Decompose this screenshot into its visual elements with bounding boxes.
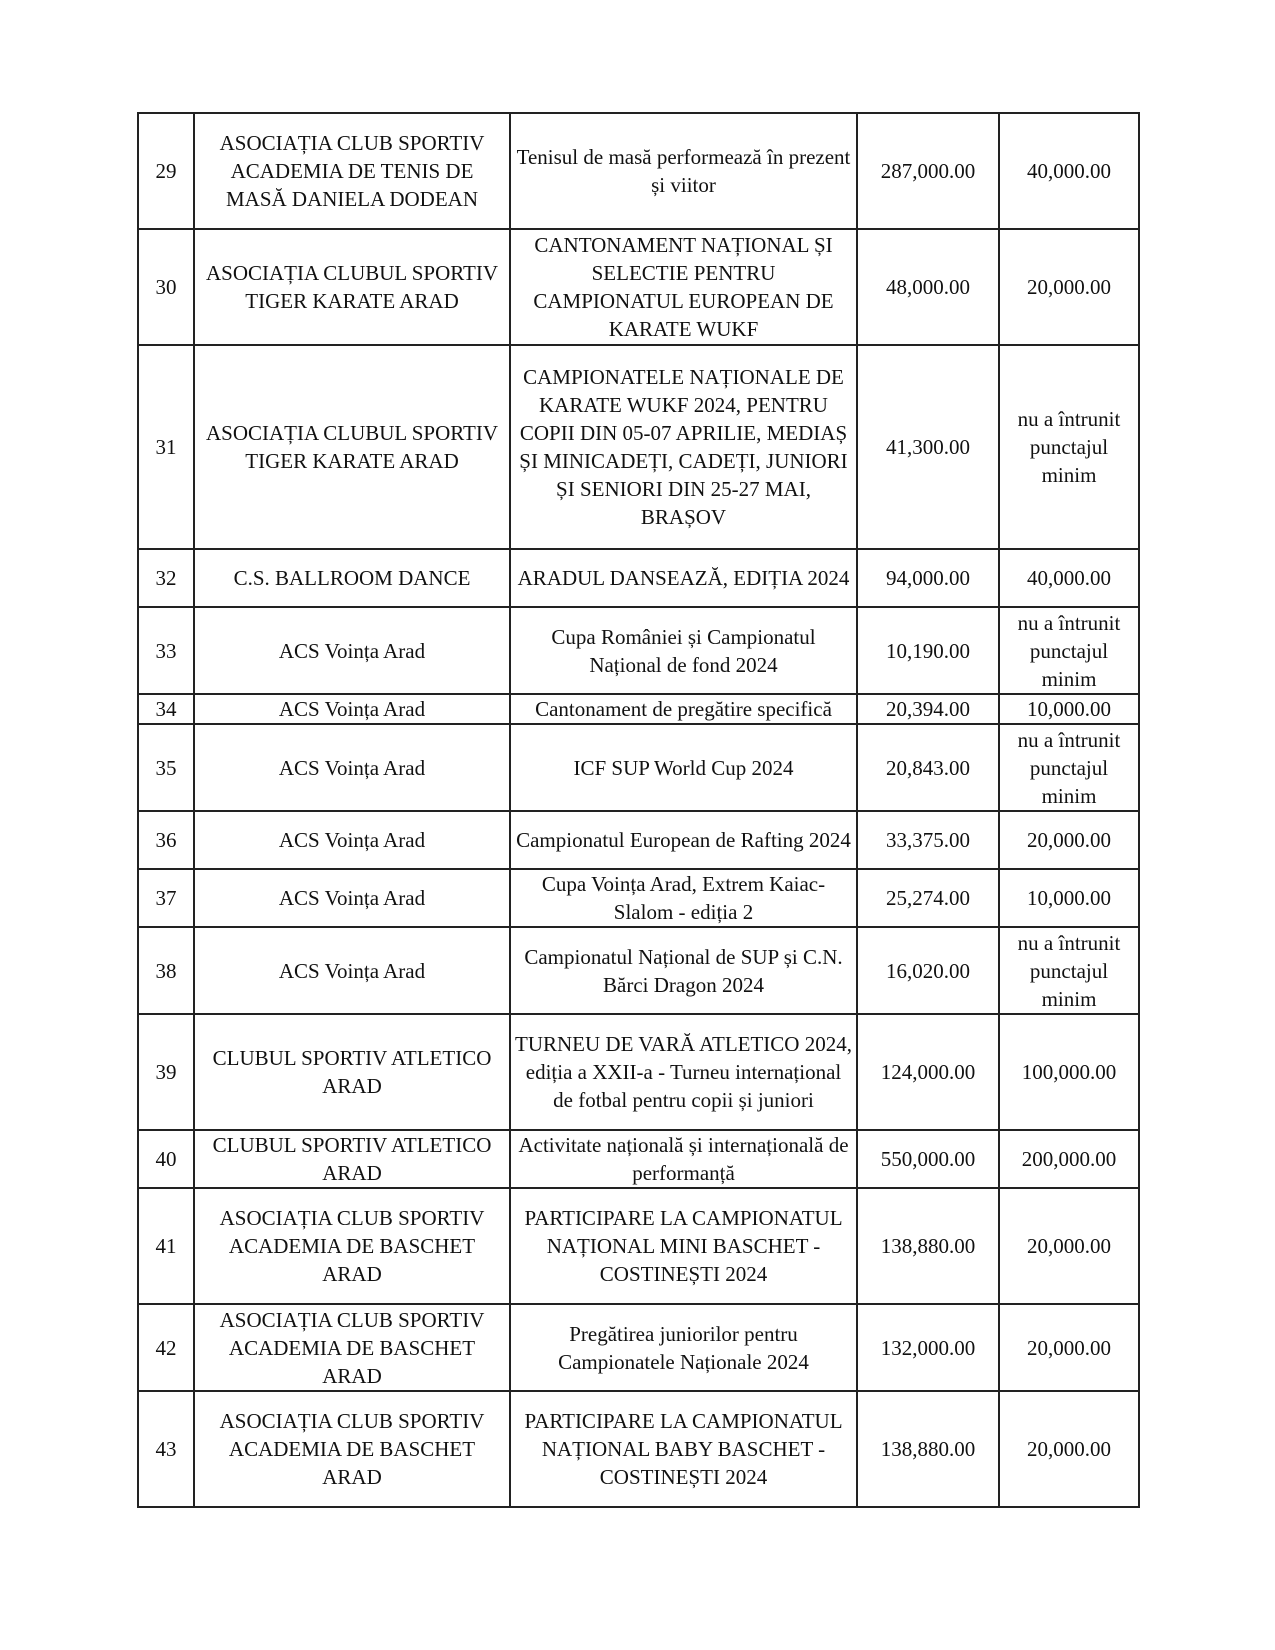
project-title: PARTICIPARE LA CAMPIONATUL NAȚIONAL MINI BASCHET - COSTINEȘTI 2024 — [510, 1188, 857, 1304]
project-title: ICF SUP World Cup 2024 — [510, 724, 857, 811]
requested-amount: 132,000.00 — [857, 1304, 999, 1391]
organization-name: ASOCIAȚIA CLUBUL SPORTIV TIGER KARATE ARAD — [194, 229, 510, 345]
requested-amount: 124,000.00 — [857, 1014, 999, 1130]
table-row — [138, 694, 1139, 724]
row-number: 33 — [138, 607, 194, 694]
table-row — [138, 927, 1139, 1014]
requested-amount: 25,274.00 — [857, 869, 999, 927]
table-row — [138, 724, 1139, 811]
organization-name: ASOCIAȚIA CLUB SPORTIV ACADEMIA DE TENIS DE MASĂ DANIELA DODEAN — [194, 113, 510, 229]
organization-name: ASOCIAȚIA CLUB SPORTIV ACADEMIA DE BASCHET ARAD — [194, 1304, 510, 1391]
requested-amount: 287,000.00 — [857, 113, 999, 229]
row-number: 37 — [138, 869, 194, 927]
table-row — [138, 811, 1139, 869]
organization-name: ASOCIAȚIA CLUB SPORTIV ACADEMIA DE BASCHET ARAD — [194, 1391, 510, 1507]
table-row — [138, 607, 1139, 694]
requested-amount: 138,880.00 — [857, 1391, 999, 1507]
granted-amount: 20,000.00 — [999, 1391, 1139, 1507]
row-number: 40 — [138, 1130, 194, 1188]
organization-name: CLUBUL SPORTIV ATLETICO ARAD — [194, 1014, 510, 1130]
organization-name: ACS Voința Arad — [194, 927, 510, 1014]
row-number: 39 — [138, 1014, 194, 1130]
table-row — [138, 229, 1139, 345]
project-title: Tenisul de masă performează în prezent și viitor — [510, 113, 857, 229]
organization-name: C.S. BALLROOM DANCE — [194, 549, 510, 607]
requested-amount: 550,000.00 — [857, 1130, 999, 1188]
project-title: CANTONAMENT NAȚIONAL ȘI SELECTIE PENTRU CAMPIONATUL EUROPEAN DE KARATE WUKF — [510, 229, 857, 345]
project-title: Cupa Voința Arad, Extrem Kaiac-Slalom - ediția 2 — [510, 869, 857, 927]
organization-name: ACS Voința Arad — [194, 724, 510, 811]
requested-amount: 138,880.00 — [857, 1188, 999, 1304]
granted-amount: 20,000.00 — [999, 1304, 1139, 1391]
row-number: 36 — [138, 811, 194, 869]
granted-amount: 200,000.00 — [999, 1130, 1139, 1188]
table-row — [138, 869, 1139, 927]
row-number: 29 — [138, 113, 194, 229]
requested-amount: 20,843.00 — [857, 724, 999, 811]
requested-amount: 41,300.00 — [857, 345, 999, 549]
project-title: Cantonament de pregătire specifică — [510, 694, 857, 724]
table-row — [138, 1130, 1139, 1188]
organization-name: CLUBUL SPORTIV ATLETICO ARAD — [194, 1130, 510, 1188]
organization-name: ASOCIAȚIA CLUB SPORTIV ACADEMIA DE BASCHET ARAD — [194, 1188, 510, 1304]
requested-amount: 94,000.00 — [857, 549, 999, 607]
project-title: TURNEU DE VARĂ ATLETICO 2024, ediția a XXII-a - Turneu internațional de fotbal pentru copii și juniori — [510, 1014, 857, 1130]
row-number: 41 — [138, 1188, 194, 1304]
requested-amount: 10,190.00 — [857, 607, 999, 694]
table-row — [138, 549, 1139, 607]
project-title: Campionatul Național de SUP și C.N. Bărci Dragon 2024 — [510, 927, 857, 1014]
project-title: ARADUL DANSEAZĂ, EDIȚIA 2024 — [510, 549, 857, 607]
granted-amount: 20,000.00 — [999, 229, 1139, 345]
project-title: CAMPIONATELE NAȚIONALE DE KARATE WUKF 2024, PENTRU COPII DIN 05-07 APRILIE, MEDIAȘ ȘI MINICADEȚI, CADEȚI, JUNIORI ȘI SENIORI DIN 25-27 MAI, BRAȘOV — [510, 345, 857, 549]
granted-amount: 10,000.00 — [999, 869, 1139, 927]
row-number: 35 — [138, 724, 194, 811]
table-row — [138, 1304, 1139, 1391]
organization-name: ACS Voința Arad — [194, 869, 510, 927]
organization-name: ACS Voința Arad — [194, 694, 510, 724]
row-number: 38 — [138, 927, 194, 1014]
table-row — [138, 1188, 1139, 1304]
row-number: 42 — [138, 1304, 194, 1391]
granted-amount: 10,000.00 — [999, 694, 1139, 724]
row-number: 34 — [138, 694, 194, 724]
row-number: 31 — [138, 345, 194, 549]
row-number: 43 — [138, 1391, 194, 1507]
granted-amount: nu a întrunit punctajul minim — [999, 927, 1139, 1014]
row-number: 30 — [138, 229, 194, 345]
requested-amount: 16,020.00 — [857, 927, 999, 1014]
granted-amount: 100,000.00 — [999, 1014, 1139, 1130]
granted-amount: 40,000.00 — [999, 549, 1139, 607]
table-row — [138, 1391, 1139, 1507]
project-title: PARTICIPARE LA CAMPIONATUL NAȚIONAL BABY BASCHET - COSTINEȘTI 2024 — [510, 1391, 857, 1507]
requested-amount: 33,375.00 — [857, 811, 999, 869]
row-number: 32 — [138, 549, 194, 607]
table-row — [138, 345, 1139, 549]
granted-amount: 20,000.00 — [999, 811, 1139, 869]
project-title: Pregătirea juniorilor pentru Campionatele Naționale 2024 — [510, 1304, 857, 1391]
granted-amount: 40,000.00 — [999, 113, 1139, 229]
organization-name: ASOCIAȚIA CLUBUL SPORTIV TIGER KARATE ARAD — [194, 345, 510, 549]
organization-name: ACS Voința Arad — [194, 607, 510, 694]
granted-amount: nu a întrunit punctajul minim — [999, 345, 1139, 549]
requested-amount: 20,394.00 — [857, 694, 999, 724]
requested-amount: 48,000.00 — [857, 229, 999, 345]
project-title: Campionatul European de Rafting 2024 — [510, 811, 857, 869]
table-row — [138, 113, 1139, 229]
granted-amount: nu a întrunit punctajul minim — [999, 607, 1139, 694]
grants-table — [137, 112, 1140, 1508]
organization-name: ACS Voința Arad — [194, 811, 510, 869]
table-row — [138, 1014, 1139, 1130]
project-title: Cupa României și Campionatul Național de fond 2024 — [510, 607, 857, 694]
granted-amount: 20,000.00 — [999, 1188, 1139, 1304]
project-title: Activitate națională și internațională de performanță — [510, 1130, 857, 1188]
granted-amount: nu a întrunit punctajul minim — [999, 724, 1139, 811]
